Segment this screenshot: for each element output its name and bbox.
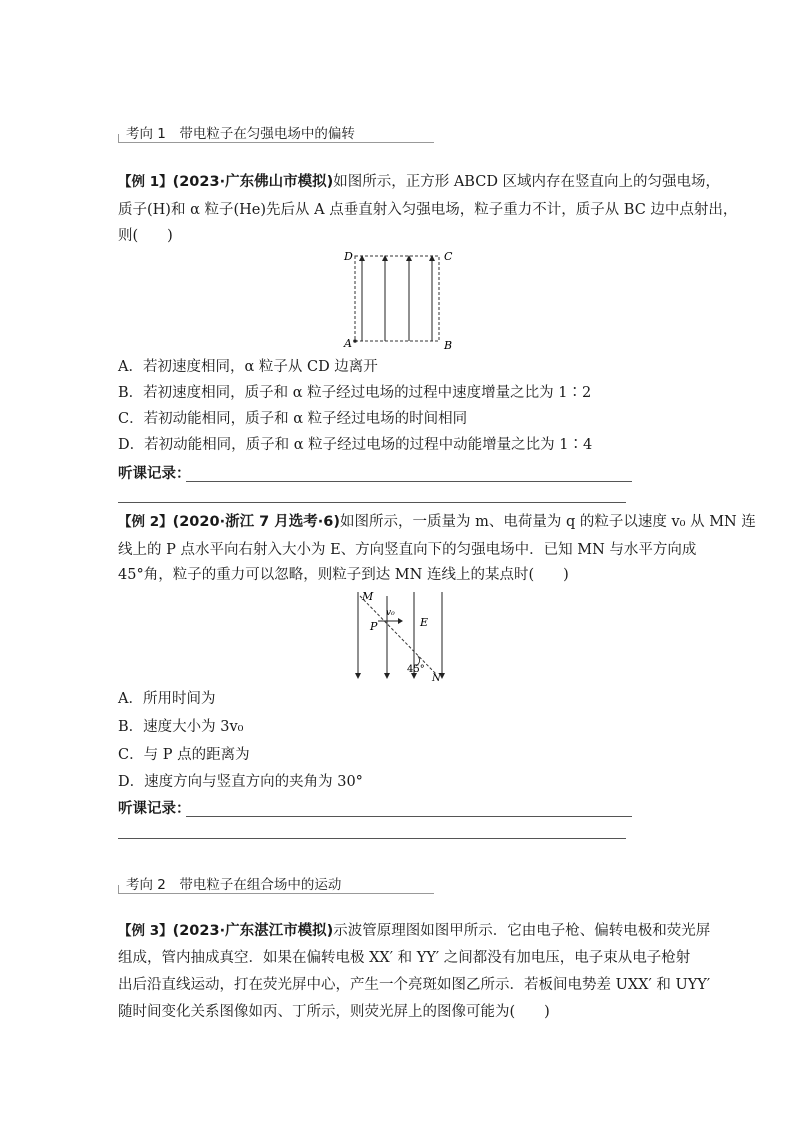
square-abcd	[355, 256, 439, 341]
example-1-option-c: C．若初动能相同，质子和 α 粒子经过电场的时间相同	[118, 411, 468, 427]
example-2-line-1	[118, 513, 756, 532]
example-tag: 【例 2】	[118, 514, 173, 530]
example-1-line-2: 质子(H)和 α 粒子(He)先后从 A 点垂直射入匀强电场，粒子重力不计，质子从 BC 边中点射出，	[118, 202, 738, 218]
label-c: C	[444, 250, 453, 263]
record-line[interactable]	[186, 816, 632, 817]
example-1-figure	[340, 246, 460, 352]
example-tag: 【例 1】	[118, 174, 173, 190]
section-title: 考向 1 带电粒子在匀强电场中的偏转	[126, 126, 355, 142]
label-d: D	[344, 250, 353, 263]
record-line[interactable]	[186, 481, 632, 482]
section-underline	[118, 142, 434, 143]
point-a-dot	[353, 339, 357, 343]
example-1-option-b: B．若初速度相同，质子和 α 粒子经过电场的过程中速度增量之比为 1∶2	[118, 385, 592, 401]
example-text: 如图所示，一质量为 m、电荷量为 q 的粒子以速度 v₀ 从 MN 连	[340, 514, 756, 530]
example-text: 如图所示，正方形 ABCD 区域内存在竖直向上的匀强电场，	[333, 174, 721, 190]
label-v0: v₀	[386, 608, 395, 618]
section-tick	[118, 134, 119, 143]
example-2-line-3: 45°角，粒子的重力可以忽略，则粒子到达 MN 连线上的某点时( )	[118, 567, 569, 583]
mn-line	[360, 596, 436, 674]
example-1-option-d: D．若初动能相同，质子和 α 粒子经过电场的过程中动能增量之比为 1∶4	[118, 437, 593, 453]
example-3-line-4: 随时间变化关系图像如丙、丁所示，则荧光屏上的图像可能为( )	[118, 1004, 550, 1020]
example-1-line-1	[118, 173, 720, 192]
example-2-line-2: 线上的 P 点水平向右射入大小为 E、方向竖直向下的匀强电场中．已知 MN 与水平方向成	[118, 542, 697, 558]
example-2-option-c: C．与 P 点的距离为	[118, 747, 250, 763]
label-b: B	[444, 339, 453, 352]
section-header-1	[118, 120, 436, 146]
v0-arrowhead	[398, 618, 403, 624]
example-source: (2023·广东佛山市模拟)	[172, 174, 334, 190]
example-2-option-b: B．速度大小为 3v₀	[118, 719, 244, 735]
label-n: N	[432, 673, 441, 684]
section-title: 考向 2 带电粒子在组合场中的运动	[126, 877, 342, 893]
label-m: M	[362, 590, 374, 603]
label-p: P	[370, 620, 378, 633]
label-e: E	[420, 616, 429, 629]
record-line[interactable]	[118, 502, 626, 503]
example-tag: 【例 3】	[118, 923, 173, 939]
example-2-option-d: D．速度方向与竖直方向的夹角为 30°	[118, 774, 363, 790]
label-45: 45°	[407, 664, 425, 675]
example-3-line-3: 出后沿直线运动，打在荧光屏中心，产生一个亮斑如图乙所示．若板间电势差 UXX′ 和 UYY′	[118, 977, 711, 993]
example-source: (2023·广东湛江市模拟)	[172, 923, 334, 939]
example-1-option-a: A．若初速度相同，α 粒子从 CD 边离开	[118, 359, 378, 375]
example-text: 示波管原理图如图甲所示．它由电子枪、偏转电极和荧光屏	[333, 923, 711, 939]
section-tick	[118, 885, 119, 894]
example-3-line-1	[118, 922, 710, 941]
example-1-record-label: 听课记录：	[118, 466, 191, 482]
example-1-line-3: 则( )	[118, 228, 173, 244]
section-underline	[118, 893, 434, 894]
example-2-record-label: 听课记录：	[118, 801, 191, 817]
example-3-line-2: 组成，管内抽成真空．如果在偏转电极 XX′ 和 YY′ 之间都没有加电压，电子束从电子枪射	[118, 950, 691, 966]
label-a: A	[344, 337, 352, 350]
example-source: (2020·浙江 7 月选考·6)	[172, 514, 340, 530]
example-2-figure	[346, 586, 454, 686]
section-header-2	[118, 871, 436, 897]
record-line[interactable]	[118, 838, 626, 839]
example-2-option-a: A．所用时间为	[118, 691, 216, 707]
